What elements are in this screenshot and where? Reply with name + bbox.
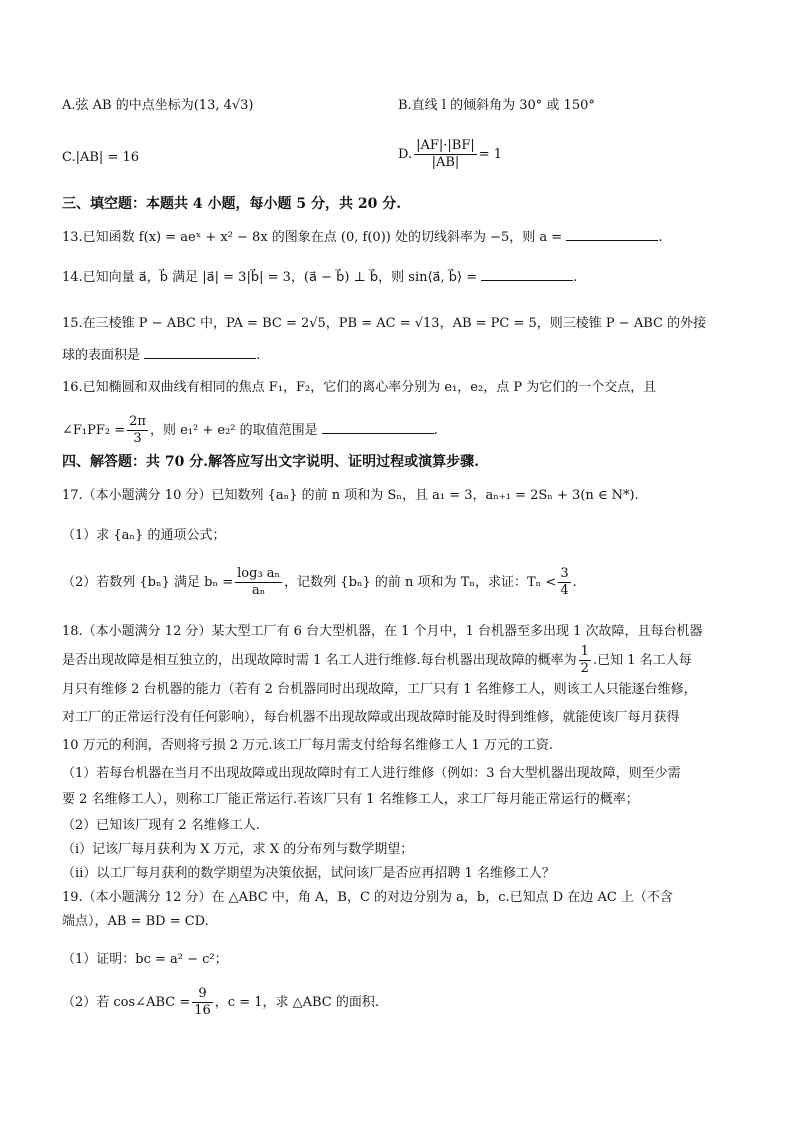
question-18-line-4: 对工厂的正常运行没有任何影响），每台机器不出现故障或出现故障时能及时得到维修，就能使该厂每月获得 (62, 710, 680, 725)
section-4-title: 四、解答题：共 70 分.解答应写出文字说明、证明过程或演算步骤. (62, 454, 479, 470)
question-19-line-1: 19.（本小题满分 12 分）在 △ABC 中，角 A，B，C 的对边分别为 a，b，c.已知点 D 在边 AC 上（不含 (62, 890, 673, 905)
question-19-part-2-prefix: （2）若 cos∠ABC = (62, 995, 191, 1010)
question-18-part-2-i: （ⅰ）记该厂每月获利为 X 万元，求 X 的分布列与数学期望； (62, 842, 414, 857)
question-18-line-5: 10 万元的利润，否则将亏损 2 万元.该工厂每月需支付给每名维修工人 1 万元的工资. (62, 738, 554, 753)
question-17-part-2 (62, 566, 577, 599)
question-14-text: 14.已知向量 a⃗，b⃗ 满足 |a⃗| = 3|b⃗| = 3，(a⃗ − b⃗) ⊥ b⃗，则 sin⟨a⃗, b⃗⟩ = (62, 270, 478, 285)
question-19-part-2-suffix: ，c = 1，求 △ABC 的面积. (214, 995, 380, 1010)
question-18-line-2-prefix: 是否出现故障是相互独立的，出现故障时需 1 名工人进行维修.每台机器出现故障的概率为 (62, 653, 577, 668)
option-d-denominator: |AB| (431, 155, 460, 170)
question-13-text: 13.已知函数 f(x) = aeˣ + x² − 8x 的图象在点 (0, f(0)) 处的切线斜率为 −5，则 a = (62, 230, 563, 245)
question-16-numerator: 2π (129, 414, 146, 429)
question-18-probability-numerator: 1 (580, 644, 589, 659)
option-d-suffix: = 1 (478, 147, 503, 162)
answer-blank-14[interactable] (481, 268, 573, 281)
question-15-line-2 (62, 346, 260, 366)
question-17-fraction-b-denominator: aₙ (251, 583, 266, 598)
question-16-prefix: ∠F₁PF₂ = (62, 423, 126, 438)
option-a: A.弦 AB 的中点坐标为(13, 4√3) (62, 98, 254, 113)
question-19-cos-denominator: 16 (194, 1003, 211, 1018)
question-19-cos-numerator: 9 (192, 986, 213, 1003)
question-19-cos-fraction (192, 986, 213, 1019)
question-13-end: . (658, 230, 663, 245)
question-18-part-1-line-1: （1）若每台机器在当月不出现故障或出现故障时有工人进行维修（例如：3 台大型机器出现故障，则至少需 (62, 766, 681, 781)
option-d-numerator: |AF|·|BF| (416, 138, 475, 153)
question-14 (62, 268, 577, 288)
option-b: B.直线 l 的倾斜角为 30° 或 150° (398, 98, 595, 113)
question-18-line-2 (62, 644, 692, 677)
question-18-line-2-suffix: .已知 1 名工人每 (592, 653, 692, 668)
question-17-part-2-prefix: （2）若数列 {bₙ} 满足 bₙ = (62, 575, 234, 590)
question-19-part-2 (62, 986, 379, 1019)
section-3-title: 三、填空题：本题共 4 小题，每小题 5 分，共 20 分. (62, 196, 402, 212)
question-15-end: . (256, 348, 261, 363)
question-17-part-2-end: . (572, 575, 577, 590)
question-17-part-1: （1）求 {aₙ} 的通项公式； (62, 528, 226, 543)
question-17-fraction-bound-numerator: 3 (560, 566, 569, 581)
question-18-line-3: 月只有维修 2 台机器的能力（若有 2 台机器同时出现故障，工厂只有 1 名维修工人，则该工人只能逐台维修， (62, 682, 697, 697)
question-16-fraction (127, 414, 148, 447)
question-13 (62, 228, 662, 248)
question-15-text-2: 球的表面积是 (62, 348, 141, 363)
question-17-fraction-b (235, 566, 282, 599)
question-17-fraction-bound (558, 566, 570, 599)
question-17-part-2-mid: ，记数列 {bₙ} 的前 n 项和为 Tₙ，求证：Tₙ < (284, 575, 557, 590)
question-17-stem: 17.（本小题满分 10 分）已知数列 {aₙ} 的前 n 项和为 Sₙ，且 a₁ = 3，aₙ₊₁ = 2Sₙ + 3(n ∈ N*). (62, 488, 639, 503)
question-19-part-1: （1）证明：bc = a² − c²； (62, 952, 228, 967)
question-18-part-2-ii: （ⅱ）以工厂每月获利的数学期望为决策依据，试问该厂是否应再招聘 1 名维修工人？ (62, 866, 555, 881)
question-18-probability-denominator: 2 (580, 661, 589, 676)
answer-blank-13[interactable] (566, 228, 658, 241)
option-d-fraction (414, 138, 477, 171)
question-19-line-2: 端点），AB = BD = CD. (62, 914, 209, 929)
question-18-part-1-line-2: 要 2 名维修工人），则称工厂能正常运行.若该厂只有 1 名维修工人，求工厂每月能正常运行的概率； (62, 792, 639, 807)
answer-blank-15[interactable] (144, 346, 256, 359)
question-18-line-1: 18.（本小题满分 12 分）某大型工厂有 6 台大型机器，在 1 个月中，1 台机器至多出现 1 次故障，且每台机器 (62, 624, 703, 639)
question-16-end: . (433, 423, 438, 438)
option-d (398, 138, 502, 171)
question-16-line-1: 16.已知椭圆和双曲线有相同的焦点 F₁，F₂，它们的离心率分别为 e₁，e₂，点 P 为它们的一个交点，且 (62, 380, 657, 395)
question-18-part-2: （2）已知该厂现有 2 名维修工人. (62, 818, 260, 833)
question-14-end: . (573, 270, 578, 285)
option-d-prefix: D. (398, 147, 413, 162)
option-c: C.|AB| = 16 (62, 150, 140, 165)
answer-blank-16[interactable] (322, 421, 434, 434)
question-17-fraction-b-numerator: log₃ aₙ (237, 566, 281, 581)
question-16-denominator: 3 (133, 431, 142, 446)
question-16-mid: ，则 e₁² + e₂² 的取值范围是 (149, 423, 318, 438)
question-17-fraction-bound-denominator: 4 (560, 583, 569, 598)
question-18-probability (579, 644, 591, 677)
question-15-line-1: 15.在三棱锥 P − ABC 中，PA = BC = 2√5，PB = AC = √13，AB = PC = 5，则三棱锥 P − ABC 的外接 (62, 316, 707, 331)
question-16-line-2 (62, 414, 438, 447)
